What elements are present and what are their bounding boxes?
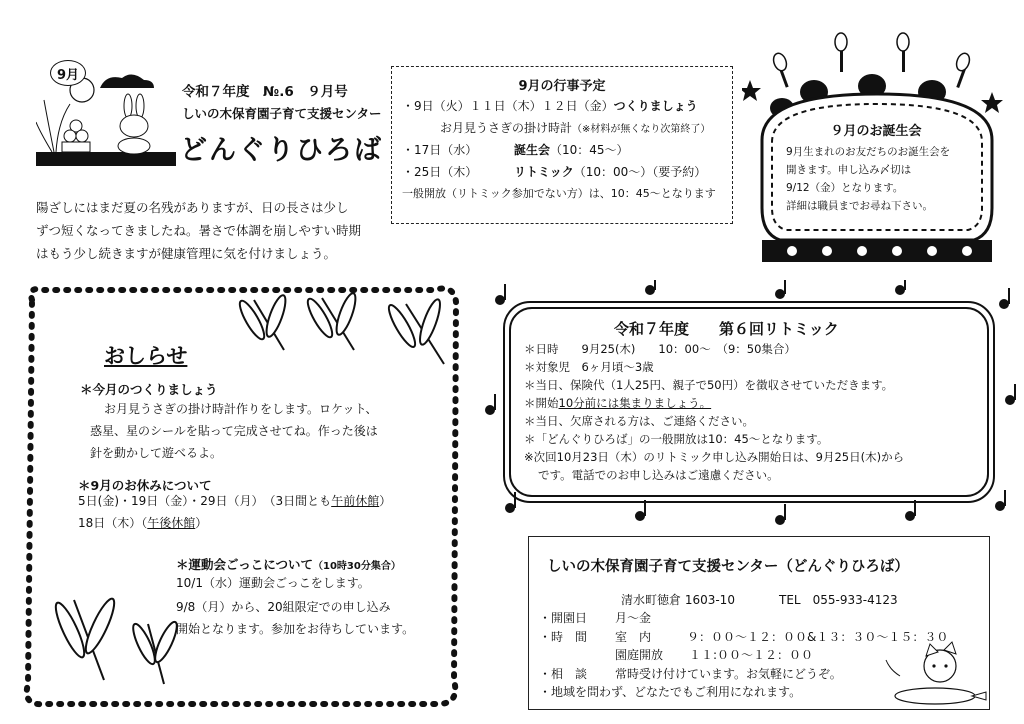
rhythmic-emphasis: 10分前には集まりましょう。 xyxy=(558,396,712,410)
notice-line: 開始となります。参加をお待ちしています。 xyxy=(176,622,415,636)
open-days-label: ・開園日 xyxy=(539,611,588,625)
schedule-date: ・17日（水） xyxy=(402,143,478,157)
contact-title: しいの木保育園子育て支援センター（どんぐりひろば） xyxy=(547,559,909,575)
schedule-event: 誕生会 xyxy=(514,143,551,157)
consult-label: ・相 談 xyxy=(539,667,588,681)
notice-section1-heading: ＊今月のつくりましょう xyxy=(80,382,218,397)
rhythmic-line: ※次回10月23日（木）のリトミック申し込み開始日は、9月25日(木)から xyxy=(524,450,905,464)
intro-paragraph xyxy=(36,196,376,265)
rhythmic-line: ＊日時 9月25(木) 10：00～ （9：50集合） xyxy=(524,342,796,356)
schedule-event: つくりましょう xyxy=(613,99,698,113)
schedule-time: （10：00～）（要予約） xyxy=(573,165,707,179)
birthday-line: 9/12（金）となります。 xyxy=(786,182,904,194)
schedule-box xyxy=(391,66,733,224)
birthday-line: 詳細は職員までお尋ね下さい。 xyxy=(786,200,933,212)
star-icon xyxy=(981,92,1003,113)
rhythmic-line: ＊対象児 6ヶ月頃～3歳 xyxy=(524,360,654,374)
intro-line: 陽ざしにはまだ夏の名残がありますが、日の長さは少し xyxy=(36,200,349,215)
section-heading: ＊運動会ごっこについて xyxy=(176,557,314,572)
dragonfly-icon xyxy=(385,297,444,364)
indoor-label: 室 内 xyxy=(615,630,652,644)
center-name: しいの木保育園子育て支援センター xyxy=(182,106,382,121)
cat-rocket-illustration xyxy=(880,640,990,710)
dragonfly-icon xyxy=(51,596,119,680)
month-badge: 9月 xyxy=(50,60,86,86)
intro-line: はもう少し続きますが健康管理に気を付けましょう。 xyxy=(36,246,337,261)
schedule-row xyxy=(402,163,706,180)
intro-line: ずつ短くなってきましたね。暑さで体調を崩しやすい時期 xyxy=(36,223,362,238)
schedule-time: （10：45～） xyxy=(550,143,629,157)
closure-days xyxy=(78,490,391,512)
closure-days xyxy=(78,512,207,534)
birthday-text xyxy=(786,120,966,215)
closure-text: 18日（木）（ xyxy=(78,516,148,530)
issue-line: 令和７年度 №.6 ９月号 xyxy=(182,84,348,100)
rhythmic-line: ＊「どんぐりひろば」の一般開放は10：45～となります。 xyxy=(524,432,829,446)
dragonfly-icon xyxy=(304,291,359,350)
consult-value: 常時受け付けています。お気軽にどうぞ。 xyxy=(615,667,842,681)
notice-line: お月見うさぎの掛け時計作りをします。ロケット、 xyxy=(104,402,378,416)
closure-type: 午後休館 xyxy=(147,516,196,530)
closure-text: ） xyxy=(195,516,208,530)
closure-type: 午前休館 xyxy=(331,494,380,508)
dragonfly-icon xyxy=(129,620,180,684)
schedule-row xyxy=(402,141,629,158)
schedule-row xyxy=(440,119,710,136)
rhythmic-title: 令和７年度 第６回リトミック xyxy=(614,320,839,338)
birthday-line: 9月生まれのお友だちのお誕生会を xyxy=(786,146,951,158)
contact-phone: TEL 055-933-4123 xyxy=(779,593,898,607)
schedule-row xyxy=(402,97,698,114)
schedule-note: （※材料が無くなり次第終了） xyxy=(572,124,711,135)
schedule-detail: お月見うさぎの掛け時計 xyxy=(440,121,573,135)
rhythmic-line: です。電話でのお申し込みはご遠慮ください。 xyxy=(538,468,779,482)
notice-line: 9/8（月）から、20組限定での申し込み xyxy=(176,600,391,614)
schedule-title: 9月の行事予定 xyxy=(518,79,606,94)
hours-label: ・時 間 xyxy=(539,630,588,644)
schedule-event: リトミック xyxy=(514,165,574,179)
schedule-date: ・25日（木） xyxy=(402,165,478,179)
newsletter-title: どんぐりひろば xyxy=(180,135,383,166)
garden-label: 園庭開放 xyxy=(615,648,664,662)
rhythmic-line: ＊当日、保険代（1人25円、親子で50円）を徴収させていただきます。 xyxy=(524,378,894,392)
star-icon xyxy=(742,80,761,101)
dragonfly-icon xyxy=(236,293,289,350)
rhythmic-line: ＊当日、欠席される方は、ご連絡ください。 xyxy=(524,414,754,428)
schedule-date: ・9日（火）１１日（木）１２日（金） xyxy=(402,99,614,113)
closure-text: ） xyxy=(379,494,392,508)
notice-section3-heading xyxy=(176,555,401,573)
rhythmic-line xyxy=(524,394,904,412)
contact-footer: ・地域を問わず、どなたでもご利用になれます。 xyxy=(539,685,802,699)
indoor-hours: ９：００～１２：００&１３：３０～１５：３０ xyxy=(687,630,949,644)
open-days-value: 月～金 xyxy=(615,611,652,625)
garden-hours: １１:００～１２：００ xyxy=(689,648,814,662)
contact-address: 清水町徳倉 1603-10 xyxy=(621,593,735,607)
notice-line: 針を動かして遊べるよ。 xyxy=(90,446,223,460)
notice-section2-heading: ＊9月のお休みについて xyxy=(78,478,212,493)
birthday-line: 開きます。申し込み〆切は xyxy=(786,164,912,176)
closure-text: 5日(金)・19日（金）・29日（月） （3日間とも xyxy=(78,494,332,508)
notice-line: 10/1（水）運動会ごっこをします。 xyxy=(176,576,370,590)
section-note: （10時30分集合） xyxy=(313,561,401,572)
rhythmic-details xyxy=(524,340,904,484)
birthday-title: ９月のお誕生会 xyxy=(830,124,922,139)
notice-line: 惑星、星のシールを貼って完成させてね。作った後は xyxy=(90,424,378,438)
schedule-row: 一般開放（リトミック参加でない方）は、10：45～となります xyxy=(402,187,716,200)
notice-title: おしらせ xyxy=(104,344,188,368)
rhythmic-text: ＊開始 xyxy=(524,396,559,410)
